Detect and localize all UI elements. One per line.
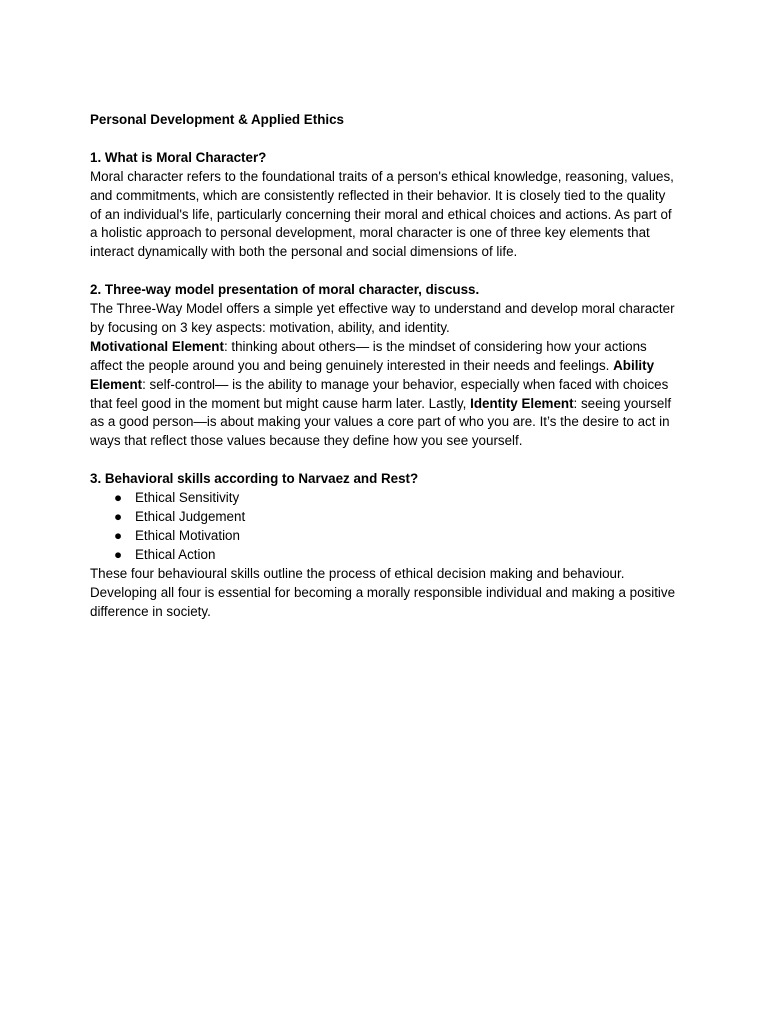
identity-element-text: : seeing yourself as a good person—is about making your values a core part of who you are. It’s the desire to act in ways that reflect those values because they define how you see yourself.: [90, 395, 672, 449]
ability-element-text: : self-control— is the ability to manage your behavior, especially when faced with choices that feel good in the moment but might cause harm later. Lastly,: [90, 376, 669, 411]
bullet-icon: ●: [114, 546, 123, 562]
list-item: [114, 508, 680, 527]
motivational-element-text: : thinking about others— is the mindset of considering how your actions affect the people around you and being genuinely interested in their needs and feelings.: [90, 338, 647, 373]
list-item-text: Ethical Judgement: [135, 508, 246, 524]
section-three-way-model: [90, 281, 680, 451]
document-page: [90, 111, 680, 621]
list-item-text: Ethical Sensitivity: [135, 490, 240, 506]
bullet-icon: ●: [114, 490, 123, 506]
list-item: [114, 546, 680, 565]
ability-element-label: Ability Element: [90, 357, 655, 392]
motivational-element-label: Motivational Element: [90, 338, 224, 354]
list-item: [114, 527, 680, 546]
identity-element-label: Identity Element: [470, 395, 574, 411]
section-moral-character: [90, 149, 680, 262]
list-item-text: Ethical Action: [135, 546, 216, 562]
skills-list: [90, 489, 680, 565]
section-heading: 2. Three-way model presentation of moral character, discuss.: [90, 282, 480, 298]
elements-paragraph: [90, 338, 680, 451]
list-item-text: Ethical Motivation: [135, 527, 240, 543]
section-behavioral-skills: [90, 470, 680, 621]
bullet-icon: ●: [114, 508, 123, 524]
section-paragraph: The Three-Way Model offers a simple yet effective way to understand and develop moral character by focusing on 3 key aspects: motivation, ability, and identity.: [90, 301, 675, 335]
section-paragraph: These four behavioural skills outline the process of ethical decision making and behaviour. Developing all four is essential for becoming a morally responsible individual and making a positive difference in society.: [90, 565, 676, 619]
section-heading: 1. What is Moral Character?: [90, 149, 267, 165]
bullet-icon: ●: [114, 527, 123, 543]
document-title: Personal Development & Applied Ethics: [90, 112, 344, 127]
list-item: [114, 489, 680, 508]
section-heading: 3. Behavioral skills according to Narvaez and Rest?: [90, 471, 419, 487]
section-paragraph: Moral character refers to the foundational traits of a person's ethical knowledge, reasoning, values, and commitments, which are consistently reflected in their behavior. It is closely tied to the quality of an individual's life, particularly concerning their moral and ethical choices and actions. As part of a holistic approach to personal development, moral character is one of three key elements that interact dynamically with both the personal and social dimensions of life.: [90, 168, 674, 260]
